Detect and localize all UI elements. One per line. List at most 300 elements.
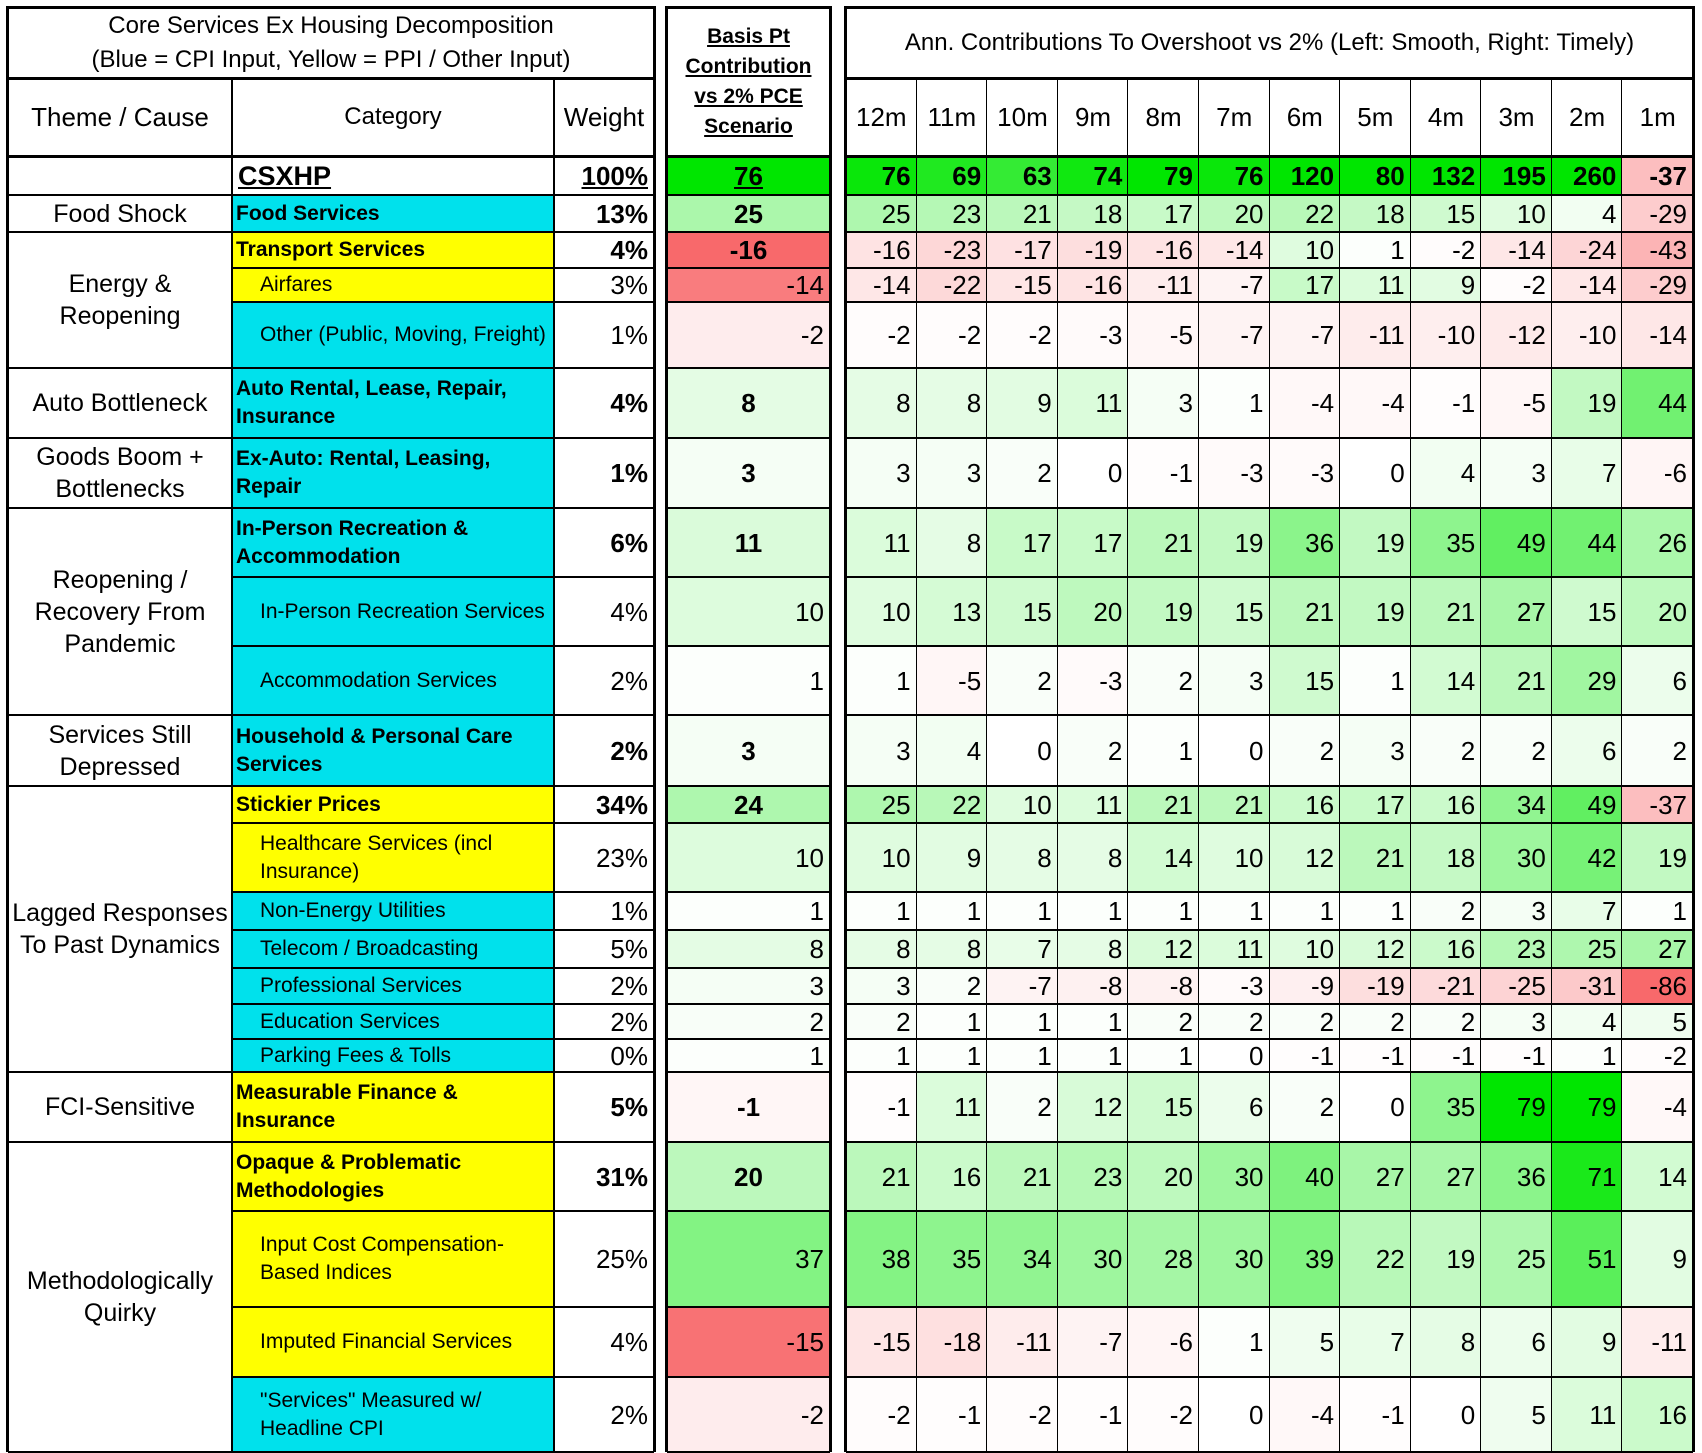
value: 2: [1531, 735, 1546, 766]
col-rule: [1269, 78, 1270, 1452]
basis-point-cell: [667, 1377, 830, 1452]
weight-value: 4%: [610, 1327, 648, 1357]
value: 10: [881, 842, 911, 873]
value-cell: [1411, 1004, 1482, 1039]
theme-label: Lagged Responses To Past Dynamics: [12, 899, 228, 959]
value-cell: [1622, 1142, 1693, 1211]
value-cell: [1270, 1072, 1341, 1142]
value-cell: [1270, 1039, 1341, 1072]
value: 2: [1178, 1006, 1193, 1037]
category-label: In-Person Recreation Services: [260, 599, 545, 623]
header-period-4m: [1411, 78, 1482, 156]
value: -2: [1028, 1399, 1052, 1430]
row-rule: [232, 1003, 654, 1005]
value: 18: [1093, 198, 1123, 229]
value: 30: [1234, 1244, 1264, 1274]
basis-point-value: -2: [800, 1399, 824, 1430]
col-rule: [553, 78, 555, 1452]
value-cell: [1199, 156, 1270, 195]
value-cell: [1270, 1307, 1341, 1377]
weight-cell: [554, 1004, 654, 1039]
value: 2: [1319, 735, 1335, 766]
value-cell: [1128, 508, 1199, 577]
category-cell: [232, 508, 554, 577]
value: 12: [1305, 842, 1335, 873]
value: 10: [1305, 235, 1335, 265]
period-label: 5m: [1357, 102, 1394, 132]
period-label: 9m: [1074, 102, 1112, 132]
value: 2: [1390, 1006, 1405, 1037]
category-label: Other (Public, Moving, Freight): [260, 323, 546, 346]
value-cell: [1622, 1211, 1693, 1307]
value-cell: [1552, 715, 1623, 786]
value-cell: [1481, 1072, 1552, 1142]
value: -2: [1169, 1399, 1193, 1430]
period-label: 4m: [1427, 102, 1464, 132]
value: 12: [1163, 934, 1193, 964]
value-cell: [846, 786, 917, 823]
weight-value: 100%: [581, 160, 648, 191]
row-rule: [232, 822, 654, 824]
value: -14: [873, 270, 911, 300]
value: 21: [1022, 1161, 1052, 1192]
value: 17: [1375, 789, 1405, 820]
value: 9: [1601, 1327, 1617, 1357]
value: 15: [1305, 665, 1335, 696]
value: -2: [1452, 235, 1476, 265]
value: 7: [1037, 934, 1052, 964]
row-rule: [846, 967, 1693, 969]
header-period-5m: [1340, 78, 1411, 156]
category-cell: [232, 1004, 554, 1039]
value-cell: [1199, 892, 1270, 930]
value: 19: [1446, 1244, 1476, 1274]
value-cell: [1340, 1307, 1411, 1377]
value-cell: [1622, 1377, 1693, 1452]
value: 14: [1446, 665, 1476, 696]
value-cell: [1622, 1004, 1693, 1039]
header-period-11m: [917, 78, 988, 156]
basis-point-cell: [667, 715, 830, 786]
theme-label: Food Shock: [53, 199, 187, 228]
basis-point-value: 3: [741, 458, 756, 488]
value: 38: [881, 1244, 911, 1274]
value: 15: [1163, 1092, 1193, 1122]
value: -31: [1578, 971, 1617, 1001]
value-cell: [1199, 1072, 1270, 1142]
row-rule: [232, 1038, 654, 1040]
category-cell: [232, 577, 554, 646]
value-cell: [1552, 577, 1623, 646]
value: 8: [1107, 842, 1123, 873]
value-cell: [1552, 1039, 1623, 1072]
value: -22: [943, 270, 982, 300]
basis-point-cell: [667, 268, 830, 302]
category-label: Stickier Prices: [236, 792, 381, 816]
value-cell: [1340, 1072, 1411, 1142]
value-cell: [1199, 577, 1270, 646]
value: -24: [1578, 235, 1617, 265]
value-cell: [1270, 1377, 1341, 1452]
theme-cell: [8, 368, 232, 438]
period-label: 3m: [1498, 102, 1535, 132]
value: 3: [896, 735, 911, 766]
weight-cell: [554, 577, 654, 646]
weight-cell: [554, 1211, 654, 1307]
value-cell: [1128, 1004, 1199, 1039]
period-label: 12m: [856, 102, 907, 132]
value-cell: [1552, 1211, 1623, 1307]
value-cell: [917, 1072, 988, 1142]
category-cell: [232, 438, 554, 508]
value-cell: [917, 1004, 988, 1039]
row-rule: [846, 1003, 1693, 1005]
theme-label: Reopening / Recovery From Pandemic: [34, 565, 206, 658]
value-cell: [1411, 508, 1482, 577]
value-cell: [1411, 715, 1482, 786]
value: 11: [1589, 1399, 1617, 1430]
value-cell: [1128, 715, 1199, 786]
value: 260: [1573, 160, 1617, 191]
basis-point-value: 3: [809, 971, 824, 1001]
value: -1: [1310, 1040, 1335, 1071]
value-cell: [1552, 508, 1623, 577]
basis-point-value: 1: [809, 665, 824, 696]
basis-point-cell: [667, 302, 830, 368]
value: -2: [1663, 1040, 1687, 1071]
value: 28: [1163, 1244, 1193, 1274]
value-cell: [1622, 1307, 1693, 1377]
weight-value: 2%: [610, 665, 648, 696]
value-cell: [1411, 1072, 1482, 1142]
weight-value: 2%: [610, 971, 648, 1001]
value-cell: [1128, 232, 1199, 268]
row-rule: [846, 437, 1693, 439]
row-rule: [846, 301, 1693, 303]
value-cell: [1199, 508, 1270, 577]
value: -16: [1155, 235, 1193, 265]
category-label: Opaque & Problematic Methodologies: [236, 1150, 462, 1202]
value: -14: [1225, 235, 1264, 265]
value-cell: [1552, 823, 1623, 892]
row-rule: [846, 367, 1693, 369]
basis-point-cell: [667, 930, 830, 968]
weight-value: 34%: [595, 789, 648, 820]
value-cell: [1340, 195, 1411, 232]
value: -9: [1310, 971, 1335, 1001]
value: -1: [1099, 1399, 1123, 1430]
category-label: Household & Personal Care Services: [236, 724, 513, 776]
value-cell: [1270, 156, 1341, 195]
value-cell: [1058, 1072, 1129, 1142]
value: 8: [896, 934, 911, 964]
basis-point-cell: [667, 577, 830, 646]
value: 36: [1516, 1161, 1546, 1192]
value: -1: [1381, 1040, 1405, 1071]
basis-point-cell: [667, 368, 830, 438]
value-cell: [1058, 715, 1129, 786]
value: 71: [1587, 1161, 1617, 1192]
value: 16: [1658, 1399, 1687, 1430]
weight-cell: [554, 930, 654, 968]
table-title: [8, 8, 654, 78]
value-cell: [1340, 1211, 1411, 1307]
value-cell: [1552, 1307, 1623, 1377]
value-cell: [1128, 1072, 1199, 1142]
period-label: 8m: [1145, 102, 1182, 132]
value-cell: [1199, 1039, 1270, 1072]
header-period-3m: [1481, 78, 1552, 156]
row-rule: [667, 714, 830, 716]
value: -14: [1578, 270, 1617, 300]
weight-cell: [554, 438, 654, 508]
row-rule: [846, 1376, 1693, 1378]
value: 34: [1516, 789, 1546, 820]
value-cell: [917, 268, 988, 302]
value-cell: [987, 1142, 1058, 1211]
row-rule: [667, 967, 830, 969]
value: -5: [1169, 320, 1193, 350]
row-rule: [846, 194, 1693, 196]
value: -11: [1157, 270, 1193, 300]
header-period-9m: [1058, 78, 1129, 156]
value-cell: [1552, 786, 1623, 823]
category-label: Transport Services: [236, 238, 426, 261]
value: 6: [1531, 1327, 1546, 1357]
weight-cell: [554, 1377, 654, 1452]
row-rule: [8, 507, 654, 509]
value-cell: [987, 302, 1058, 368]
header-period-10m: [987, 78, 1058, 156]
row-rule: [232, 301, 654, 303]
value: 195: [1502, 160, 1546, 191]
value: -11: [1651, 1327, 1687, 1357]
weight-value: 25%: [595, 1244, 648, 1274]
col-rule: [1127, 78, 1128, 1452]
value-cell: [846, 823, 917, 892]
value-cell: [1058, 1142, 1129, 1211]
category-label: Ex-Auto: Rental, Leasing, Repair: [236, 447, 491, 498]
value-cell: [987, 892, 1058, 930]
value: -19: [1084, 235, 1123, 265]
category-cell: [232, 823, 554, 892]
value: 29: [1587, 665, 1617, 696]
value: -2: [887, 320, 911, 350]
value: 21: [1163, 527, 1193, 558]
value: -5: [958, 665, 982, 696]
basis-point-cell: [667, 195, 830, 232]
value-cell: [1622, 786, 1693, 823]
period-label: 2m: [1569, 102, 1606, 132]
value: 15: [1587, 596, 1617, 627]
value: 42: [1587, 842, 1617, 873]
basis-point-cell: [667, 156, 830, 195]
value: 14: [1163, 842, 1193, 873]
value: 19: [1163, 596, 1193, 627]
value-cell: [987, 715, 1058, 786]
value-cell: [846, 1307, 917, 1377]
value-cell: [1058, 786, 1129, 823]
weight-cell: [554, 268, 654, 302]
value-cell: [846, 1039, 917, 1072]
value: 3: [1178, 388, 1193, 418]
category-cell: [232, 1039, 554, 1072]
value: 2: [1178, 665, 1193, 696]
theme-cell: [8, 156, 232, 195]
value-cell: [1411, 1039, 1482, 1072]
row-rule: [846, 714, 1693, 716]
value-cell: [917, 302, 988, 368]
value: 1: [1037, 896, 1052, 926]
value: 1: [1390, 896, 1405, 926]
value-cell: [1199, 368, 1270, 438]
category-label: In-Person Recreation & Accommodation: [236, 516, 469, 568]
value-cell: [1481, 302, 1552, 368]
row-rule: [667, 437, 830, 439]
category-label: "Services" Measured w/ Headline CPI: [260, 1388, 482, 1440]
value: 3: [896, 458, 911, 488]
value-cell: [1622, 302, 1693, 368]
value-cell: [1340, 646, 1411, 715]
value-cell: [1411, 302, 1482, 368]
value-cell: [987, 577, 1058, 646]
value: 8: [1107, 934, 1123, 964]
value-cell: [1270, 268, 1341, 302]
value: -86: [1649, 971, 1687, 1001]
value-cell: [987, 786, 1058, 823]
value-cell: [1270, 930, 1341, 968]
value-cell: [1128, 302, 1199, 368]
value-cell: [1340, 968, 1411, 1004]
value-cell: [1058, 1211, 1129, 1307]
row-rule: [667, 1376, 830, 1378]
value-cell: [917, 823, 988, 892]
value: -8: [1169, 971, 1193, 1001]
basis-point-cell: [667, 1307, 830, 1377]
value-cell: [987, 508, 1058, 577]
value: -19: [1367, 971, 1405, 1001]
value-cell: [846, 1072, 917, 1142]
value: 35: [1446, 1092, 1476, 1122]
value: 4: [1601, 1006, 1617, 1037]
header-period-12m: [846, 78, 917, 156]
value-cell: [846, 1377, 917, 1452]
value-cell: [1481, 195, 1552, 232]
value-cell: [987, 646, 1058, 715]
value: 2: [966, 971, 982, 1001]
value-cell: [1199, 715, 1270, 786]
basis-point-value: 8: [809, 934, 824, 964]
value: 35: [1446, 527, 1476, 558]
value: 8: [1460, 1327, 1476, 1357]
weight-value: 6%: [610, 527, 648, 558]
value-cell: [1058, 1039, 1129, 1072]
value-cell: [1058, 302, 1129, 368]
category-label: Airfares: [260, 273, 333, 296]
value: 15: [1446, 198, 1476, 229]
value: 76: [881, 160, 911, 191]
weight-cell: [554, 1142, 654, 1211]
value: 1: [1249, 1327, 1264, 1357]
value: 21: [881, 1161, 911, 1192]
value-cell: [1411, 438, 1482, 508]
value: 11: [1095, 789, 1123, 820]
value: 0: [1390, 458, 1405, 488]
value: 16: [1305, 789, 1335, 820]
weight-value: 23%: [595, 842, 648, 873]
category-label: Non-Energy Utilities: [260, 899, 446, 922]
row-rule: [846, 1141, 1693, 1143]
value-cell: [1552, 1072, 1623, 1142]
value: 2: [1460, 896, 1476, 926]
row-rule: [232, 1376, 654, 1378]
value-cell: [1552, 892, 1623, 930]
header-basis-line-4: Scenario: [704, 115, 793, 138]
value: 8: [966, 527, 982, 558]
header-rule: [8, 77, 654, 80]
value: 76: [1234, 160, 1264, 191]
value: 11: [954, 1092, 982, 1122]
category-label: CSXHP: [238, 160, 332, 191]
value: -1: [1522, 1040, 1546, 1071]
value-cell: [846, 577, 917, 646]
value-cell: [1552, 1142, 1623, 1211]
value: -11: [1016, 1327, 1052, 1357]
value: -37: [1649, 789, 1687, 820]
value-cell: [1199, 930, 1270, 968]
value: 11: [1377, 270, 1405, 300]
value-cell: [1058, 577, 1129, 646]
value-cell: [1128, 577, 1199, 646]
value-cell: [1340, 786, 1411, 823]
value: -1: [1381, 1399, 1405, 1430]
value: -21: [1437, 971, 1476, 1001]
period-label: 10m: [997, 102, 1048, 132]
value-cell: [917, 577, 988, 646]
theme-label: Energy & Reopening: [59, 270, 181, 330]
value: 4: [966, 735, 982, 766]
value: 0: [1460, 1399, 1476, 1430]
value-cell: [1199, 438, 1270, 508]
value: 30: [1093, 1244, 1123, 1274]
category-label: Education Services: [260, 1009, 440, 1033]
value-cell: [1411, 368, 1482, 438]
theme-cell: [8, 1142, 232, 1452]
weight-cell: [554, 195, 654, 232]
category-cell: [232, 1211, 554, 1307]
value-cell: [1622, 368, 1693, 438]
value-cell: [1552, 1004, 1623, 1039]
value-cell: [1128, 438, 1199, 508]
value-cell: [1411, 930, 1482, 968]
value: 19: [1375, 596, 1405, 627]
value-cell: [1622, 930, 1693, 968]
weight-cell: [554, 1307, 654, 1377]
weight-cell: [554, 1072, 654, 1142]
value-cell: [1199, 195, 1270, 232]
value-cell: [1340, 892, 1411, 930]
value: -25: [1508, 971, 1546, 1001]
value: -3: [1099, 320, 1123, 350]
value: 1: [1037, 1006, 1052, 1037]
theme-label: Goods Boom + Bottlenecks: [36, 443, 204, 503]
value: -14: [1649, 320, 1687, 350]
value: -3: [1310, 458, 1335, 488]
value-cell: [1481, 1039, 1552, 1072]
border-vertical: [6, 6, 9, 1452]
value: 120: [1290, 160, 1335, 191]
category-label: Food Services: [236, 201, 380, 225]
